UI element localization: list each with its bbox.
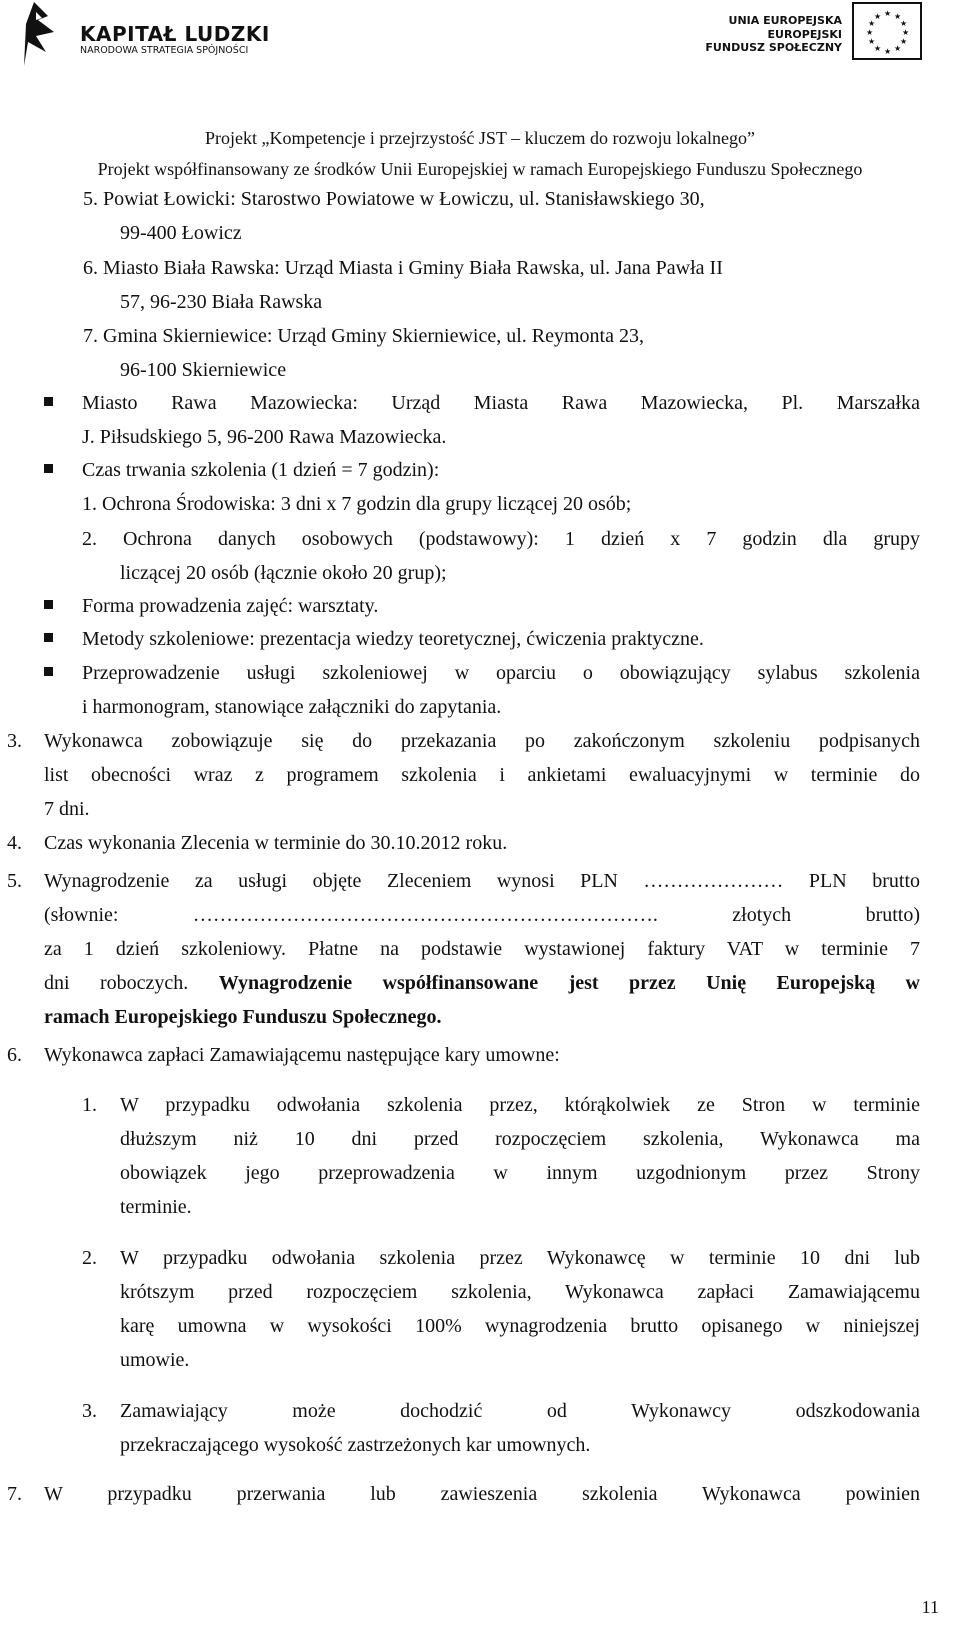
paragraph-line: Wynagrodzenie za usługi objęte Zleceniem wynosi PLN ………………… PLN brutto: [44, 870, 920, 892]
bullet-text: Metody szkoleniowe: prezentacja wiedzy teoretycznej, ćwiczenia praktyczne.: [82, 628, 704, 650]
bullet-square-icon: [44, 600, 53, 609]
bullet-text-cont: i harmonogram, stanowiące załączniki do zapytania.: [82, 696, 502, 718]
svg-text:★: ★: [894, 12, 902, 21]
sub-item-line: karę umowna w wysokości 100% wynagrodzenia brutto opisanego w niniejszej: [120, 1315, 920, 1337]
kapital-ludzki-logo: [24, 2, 270, 72]
sub-item-line: obowiązek jego przeprowadzenia w innym uzgodnionym przez Strony: [120, 1162, 920, 1184]
project-title-line: Projekt „Kompetencje i przejrzystość JST – kluczem do rozwoju lokalnego”: [204, 128, 755, 148]
eu-logo-text: [705, 14, 842, 55]
bullet-text-cont: J. Piłsudskiego 5, 96-200 Rawa Mazowiecka.: [82, 426, 447, 448]
svg-text:★: ★: [874, 44, 882, 53]
svg-text:★: ★: [900, 19, 908, 28]
sub-item-line: umowie.: [120, 1349, 190, 1371]
paragraph-line: Czas wykonania Zlecenia w terminie do 30.10.2012 roku.: [44, 832, 508, 854]
bullet-square-icon: [44, 397, 53, 406]
paragraph-line: (słownie: ……………………………………………………………. złotych brutto): [44, 904, 920, 926]
eu-logo: [690, 2, 940, 62]
sub-item-line: terminie.: [120, 1196, 192, 1218]
sub-item-line: dłuższym niż 10 dni przed rozpoczęciem szkolenia, Wykonawca ma: [120, 1128, 920, 1150]
svg-text:★: ★: [902, 28, 910, 37]
sub-item-line: Zamawiający może dochodzić od Wykonawcy odszkodowania: [120, 1400, 920, 1422]
list-item-cont: 57, 96-230 Biała Rawska: [120, 291, 323, 313]
svg-text:★: ★: [900, 37, 908, 46]
list-item: 5. Powiat Łowicki: Starostwo Powiatowe w Łowiczu, ul. Stanisławskiego 30,: [83, 188, 705, 210]
eu-flag-icon: [852, 2, 922, 60]
bullet-text: Przeprowadzenie usługi szkoleniowej w oparciu o obowiązujący sylabus szkolenia: [82, 662, 920, 684]
svg-text:★: ★: [894, 44, 902, 53]
kapital-ludzki-title: KAPITAŁ LUDZKI: [80, 22, 270, 46]
list-item: 2. Ochrona danych osobowych (podstawowy): 1 dzień x 7 godzin dla grupy: [82, 528, 920, 550]
section-number: 4.: [7, 832, 22, 854]
eu-line-2: EUROPEJSKI: [767, 27, 842, 41]
bullet-text: Miasto Rawa Mazowiecka: Urząd Miasta Rawa Mazowiecka, Pl. Marszałka: [82, 392, 920, 414]
list-item: 6. Miasto Biała Rawska: Urząd Miasta i Gminy Biała Rawska, ul. Jana Pawła II: [83, 257, 723, 279]
paragraph-line: za 1 dzień szkoleniowy. Płatne na podstawie wystawionej faktury VAT w terminie 7: [44, 938, 920, 960]
section-number: 5.: [7, 870, 22, 892]
kapital-ludzki-subtitle: NARODOWA STRATEGIA SPÓJNOŚCI: [80, 45, 249, 56]
bullet-text: Forma prowadzenia zajęć: warsztaty.: [82, 595, 379, 617]
paragraph-line: 7 dni.: [44, 798, 90, 820]
section-number: 3.: [7, 730, 22, 752]
bold-line: ramach Europejskiego Funduszu Społecznego.: [44, 1006, 442, 1028]
page-header: [0, 0, 960, 179]
section-number: 6.: [7, 1044, 22, 1066]
svg-text:★: ★: [868, 19, 876, 28]
bullet-square-icon: [44, 633, 53, 642]
list-item: 1. Ochrona Środowiska: 3 dni x 7 godzin dla grupy liczącej 20 osób;: [82, 493, 632, 515]
page-number: 11: [921, 1597, 939, 1617]
sub-item-line: przekraczającego wysokość zastrzeżonych kar umownych.: [120, 1434, 591, 1456]
svg-text:★: ★: [884, 47, 892, 56]
project-funding-line: Projekt współfinansowany ze środków Unii Europejskiej w ramach Europejskiego Funduszu Społecznego: [97, 159, 863, 179]
eu-line-3: FUNDUSZ SPOŁECZNY: [705, 41, 842, 54]
list-item: 7. Gmina Skierniewice: Urząd Gminy Skierniewice, ul. Reymonta 23,: [83, 325, 644, 347]
bullet-square-icon: [44, 667, 53, 676]
sub-item-line: W przypadku odwołania szkolenia przez, którąkolwiek ze Stron w terminie: [120, 1094, 920, 1116]
svg-text:★: ★: [868, 37, 876, 46]
sub-number: 1.: [82, 1094, 97, 1116]
svg-text:★: ★: [866, 28, 874, 37]
eu-line-1: UNIA EUROPEJSKA: [728, 14, 842, 27]
bullet-square-icon: [44, 464, 53, 473]
svg-text:★: ★: [874, 12, 882, 21]
svg-text:★: ★: [884, 9, 892, 18]
bold-fragment: Wynagrodzenie współfinansowane jest przez Unię Europejską w: [218, 972, 920, 994]
sub-item-line: W przypadku odwołania szkolenia przez Wykonawcę w terminie 10 dni lub: [120, 1247, 920, 1269]
list-item-cont: 99-400 Łowicz: [120, 222, 242, 244]
bullet-text: Czas trwania szkolenia (1 dzień = 7 godzin):: [82, 459, 440, 481]
paragraph-line: [44, 971, 920, 995]
list-item-cont: liczącej 20 osób (łącznie około 20 grup);: [120, 562, 447, 584]
list-item-cont: 96-100 Skierniewice: [120, 359, 287, 381]
paragraph-line: Wykonawca zapłaci Zamawiającemu następujące kary umowne:: [44, 1044, 560, 1066]
kapital-ludzki-emblem-icon: [24, 2, 54, 66]
sub-number: 3.: [82, 1400, 97, 1422]
sub-number: 2.: [82, 1247, 97, 1269]
section-number: 7.: [7, 1483, 22, 1505]
paragraph-line: list obecności wraz z programem szkolenia i ankietami ewaluacyjnymi w terminie do: [44, 764, 920, 786]
paragraph-line: W przypadku przerwania lub zawieszenia szkolenia Wykonawca powinien: [44, 1483, 920, 1505]
sub-item-line: krótszym przed rozpoczęciem szkolenia, Wykonawca zapłaci Zamawiającemu: [120, 1281, 920, 1303]
paragraph-line: Wykonawca zobowiązuje się do przekazania po zakończonym szkoleniu podpisanych: [44, 730, 920, 752]
paragraph-fragment: dni roboczych.: [44, 972, 219, 994]
